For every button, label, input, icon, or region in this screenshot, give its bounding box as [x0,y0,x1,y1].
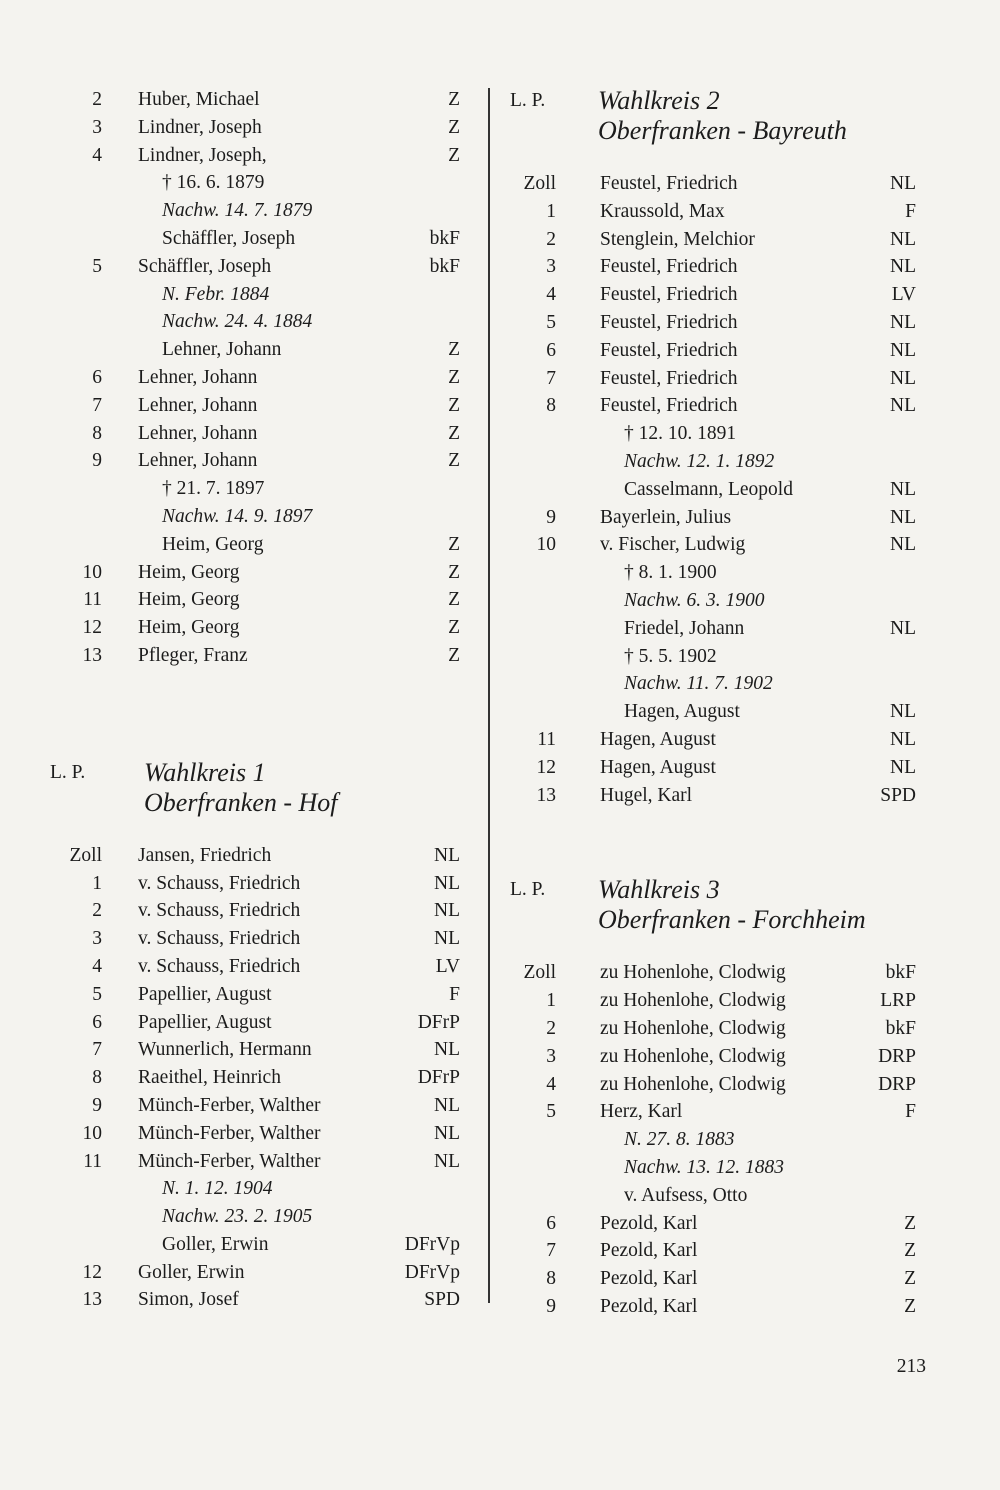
party-label: bkF [429,227,460,249]
party-label: Z [448,589,460,611]
period-number: 8 [92,422,102,444]
list-item [40,142,480,170]
party-label: NL [890,478,916,500]
wahlkreis-3-list [500,959,920,1320]
party-label: NL [434,1094,460,1116]
list-item [40,1064,480,1092]
member-name: Casselmann, Leopold [624,478,793,500]
period-number: 2 [546,228,556,250]
party-label: Z [448,561,460,583]
period-number: 4 [546,1073,556,1095]
member-name: zu Hohenlohe, Clodwig [600,962,786,984]
list-item [40,392,480,420]
list-item [500,698,920,726]
list-item [500,504,920,532]
party-label: NL [890,367,916,389]
list-item [500,1293,920,1321]
period-number: 3 [92,928,102,950]
list-item [500,1126,920,1154]
party-label: Z [904,1212,916,1234]
member-name: Herz, Karl [600,1101,683,1123]
member-name: Wunnerlich, Hermann [138,1039,312,1061]
period-number: 13 [82,1289,102,1311]
list-item [40,897,480,925]
right-column [500,86,920,1321]
member-name: † 8. 1. 1900 [624,562,717,584]
period-number: 9 [546,506,556,528]
member-name: Pfleger, Franz [138,644,248,666]
list-item [500,1182,920,1210]
wahlkreis-title: Wahlkreis 2 [598,86,720,115]
list-item [500,1043,920,1071]
list-item [500,392,920,420]
member-name: Raeithel, Heinrich [138,1067,281,1089]
period-number: 1 [546,990,556,1012]
party-label: DFrP [417,1011,460,1033]
list-item [500,309,920,337]
party-label: NL [890,173,916,194]
member-name: Hagen, August [624,701,740,723]
list-item [500,587,920,615]
period-number: 3 [546,256,556,278]
list-item [500,1098,920,1126]
wahlkreis-2-header [500,86,920,148]
period-number: 12 [536,756,556,778]
member-name: Hugel, Karl [600,784,693,806]
member-name: v. Schauss, Friedrich [138,928,301,950]
period-number: 3 [92,116,102,138]
member-name: Friedel, Johann [624,617,745,639]
list-item [40,1259,480,1287]
member-name: v. Aufsess, Otto [624,1184,748,1206]
party-label: bkF [429,255,460,277]
list-item [40,225,480,253]
period-number: 4 [92,955,102,977]
list-item [500,987,920,1015]
list-item [500,337,920,365]
party-label: SPD [880,784,916,806]
list-item [40,531,480,559]
list-item [40,614,480,642]
list-item [500,670,920,698]
member-name: † 16. 6. 1879 [162,172,265,194]
list-item [500,782,920,810]
list-item [40,1092,480,1120]
member-name: Münch-Ferber, Walther [138,1094,321,1116]
party-label: NL [890,617,916,639]
member-name: v. Schauss, Friedrich [138,900,301,922]
period-number: Zoll [523,962,556,984]
member-name: Jansen, Friedrich [138,844,272,866]
member-name: † 12. 10. 1891 [624,423,737,445]
member-name: † 21. 7. 1897 [162,478,265,500]
list-item [40,253,480,281]
party-label: Z [904,1295,916,1317]
list-item [40,114,480,142]
party-label: Z [904,1240,916,1262]
party-label: NL [434,844,460,866]
page-number: 213 [896,1356,926,1377]
list-item [500,281,920,309]
party-label: NL [434,872,460,894]
list-item [40,1009,480,1037]
party-label: SPD [424,1289,460,1311]
member-name: Nachw. 14. 9. 1897 [162,505,313,527]
member-name: Münch-Ferber, Walther [138,1150,321,1172]
period-number: 8 [92,1067,102,1089]
party-label: Z [448,144,460,166]
period-number: 5 [92,255,102,277]
period-number: 4 [546,284,556,306]
party-label: Z [448,533,460,555]
party-label: Z [448,89,460,110]
member-name: zu Hohenlohe, Clodwig [600,1017,786,1039]
list-item [500,170,920,198]
list-item [40,1203,480,1231]
member-name: Schäffler, Joseph [138,255,272,277]
member-name: Nachw. 11. 7. 1902 [624,673,773,695]
list-item [40,953,480,981]
period-number: Zoll [69,844,102,866]
period-number: 10 [82,561,102,583]
period-number: 1 [546,200,556,222]
party-label: Z [448,450,460,472]
member-name: v. Schauss, Friedrich [138,872,301,894]
member-name: Lehner, Johann [138,394,258,416]
member-name: Goller, Erwin [162,1233,269,1255]
list-item [40,559,480,587]
lp-label: L. P. [510,879,546,901]
list-item [40,169,480,197]
party-label: NL [890,339,916,361]
wahlkreis-1-list [40,842,480,1315]
left-column [40,86,480,1314]
list-item [40,586,480,614]
member-name: Feustel, Friedrich [600,367,738,389]
member-name: Heim, Georg [138,561,240,583]
list-item [500,726,920,754]
period-number: 2 [92,89,102,110]
party-label: F [449,983,460,1005]
period-number: 2 [546,1017,556,1039]
list-item [500,643,920,671]
left-continued-list [40,86,480,670]
list-item [40,1036,480,1064]
member-name: zu Hohenlohe, Clodwig [600,1073,786,1095]
wahlkreis-title: Wahlkreis 3 [598,875,720,905]
member-name: Nachw. 14. 7. 1879 [162,200,313,222]
period-number: Zoll [523,173,556,194]
member-name: Papellier, August [138,1011,272,1033]
period-number: 8 [546,1268,556,1290]
member-name: Pezold, Karl [600,1268,698,1290]
period-number: 9 [546,1295,556,1317]
list-item [40,1231,480,1259]
member-name: Pezold, Karl [600,1240,698,1262]
period-number: 7 [92,394,102,416]
list-item [40,1175,480,1203]
member-name: Feustel, Friedrich [600,395,738,417]
party-label: DRP [878,1073,916,1095]
list-item [500,615,920,643]
period-number: 7 [92,1039,102,1061]
member-name: Feustel, Friedrich [600,311,738,333]
list-item [40,420,480,448]
party-label: NL [890,506,916,528]
period-number: 11 [83,1150,102,1172]
member-name: Hagen, August [600,728,716,750]
member-name: Heim, Georg [162,533,264,555]
party-label: LRP [880,990,916,1012]
list-item [40,981,480,1009]
member-name: Hagen, August [600,756,716,778]
member-name: N. 1. 12. 1904 [162,1178,273,1200]
lp-label: L. P. [510,90,546,111]
wahlkreis-region: Oberfranken - Forchheim [598,905,866,935]
period-number: 4 [92,144,102,166]
list-item [40,1120,480,1148]
list-item [500,1015,920,1043]
period-number: 9 [92,450,102,472]
list-item [500,959,920,987]
party-label: DFrVp [404,1233,460,1255]
party-label: NL [890,728,916,750]
member-name: Stenglein, Melchior [600,228,755,250]
lp-label: L. P. [50,761,86,783]
list-item [40,308,480,336]
list-item [40,1148,480,1176]
member-name: Lehner, Johann [138,422,258,444]
list-item [40,364,480,392]
period-number: 11 [83,589,102,611]
member-name: Huber, Michael [138,89,260,110]
party-label: F [905,1101,916,1123]
period-number: 13 [536,784,556,806]
wahlkreis-2-list [500,170,920,809]
member-name: † 5. 5. 1902 [624,645,717,667]
period-number: 12 [82,617,102,639]
list-item [40,336,480,364]
list-item [500,1210,920,1238]
period-number: 6 [92,366,102,388]
member-name: Lehner, Johann [138,450,258,472]
list-item [500,1237,920,1265]
list-item [40,447,480,475]
period-number: 12 [82,1261,102,1283]
member-name: Feustel, Friedrich [600,256,738,278]
list-item [500,531,920,559]
party-label: bkF [885,962,916,984]
party-label: NL [434,1122,460,1144]
list-item [500,448,920,476]
list-item [40,870,480,898]
party-label: NL [890,228,916,250]
member-name: Lehner, Johann [138,366,258,388]
list-item [40,475,480,503]
member-name: Goller, Erwin [138,1261,245,1283]
period-number: 9 [92,1094,102,1116]
period-number: 6 [546,1212,556,1234]
list-item [40,642,480,670]
member-name: Pezold, Karl [600,1212,698,1234]
list-item [500,559,920,587]
party-label: Z [448,422,460,444]
list-item [40,842,480,870]
list-item [500,365,920,393]
member-name: Nachw. 23. 2. 1905 [162,1206,313,1228]
list-item [500,226,920,254]
period-number: 1 [92,872,102,894]
member-name: Simon, Josef [138,1289,239,1311]
period-number: 6 [546,339,556,361]
list-item [40,86,480,114]
wahlkreis-1-header [40,758,480,820]
party-label: Z [904,1268,916,1290]
list-item [40,1286,480,1314]
member-name: Feustel, Friedrich [600,173,738,194]
party-label: Z [448,339,460,361]
member-name: Lindner, Joseph [138,116,262,138]
wahlkreis-3-header [500,875,920,937]
member-name: zu Hohenlohe, Clodwig [600,1045,786,1067]
party-label: DRP [878,1045,916,1067]
period-number: 6 [92,1011,102,1033]
party-label: Z [448,617,460,639]
party-label: bkF [885,1017,916,1039]
party-label: LV [891,284,916,306]
list-item [40,281,480,309]
list-item [500,476,920,504]
party-label: NL [890,534,916,556]
period-number: 5 [92,983,102,1005]
party-label: F [905,200,916,222]
list-item [500,1154,920,1182]
member-name: Nachw. 13. 12. 1883 [624,1156,784,1178]
party-label: Z [448,366,460,388]
party-label: NL [890,311,916,333]
wahlkreis-region: Oberfranken - Bayreuth [598,116,847,145]
party-label: NL [890,395,916,417]
member-name: zu Hohenlohe, Clodwig [600,990,786,1012]
period-number: 10 [536,534,556,556]
party-label: NL [890,701,916,723]
list-item [500,420,920,448]
list-item [500,253,920,281]
member-name: Feustel, Friedrich [600,284,738,306]
party-label: Z [448,644,460,666]
member-name: Feustel, Friedrich [600,339,738,361]
party-label: NL [434,1150,460,1172]
period-number: 7 [546,367,556,389]
period-number: 5 [546,1101,556,1123]
member-name: Papellier, August [138,983,272,1005]
member-name: Schäffler, Joseph [162,227,296,249]
column-divider [488,88,490,1303]
party-label: DFrVp [404,1261,460,1283]
period-number: 10 [82,1122,102,1144]
list-item [500,754,920,782]
list-item [40,197,480,225]
member-name: Kraussold, Max [600,200,725,222]
list-item [40,503,480,531]
period-number: 8 [546,395,556,417]
party-label: LV [435,955,460,977]
member-name: Heim, Georg [138,589,240,611]
member-name: Lehner, Johann [162,339,282,361]
member-name: v. Fischer, Ludwig [600,534,746,556]
member-name: Nachw. 24. 4. 1884 [162,311,313,333]
period-number: 11 [537,728,556,750]
party-label: NL [890,256,916,278]
period-number: 3 [546,1045,556,1067]
list-item [40,925,480,953]
list-item [500,1071,920,1099]
member-name: N. Febr. 1884 [162,283,270,305]
party-label: NL [434,928,460,950]
wahlkreis-title: Wahlkreis 1 [144,757,266,787]
member-name: Bayerlein, Julius [600,506,732,528]
party-label: NL [434,1039,460,1061]
period-number: 13 [82,644,102,666]
period-number: 7 [546,1240,556,1262]
list-item [500,198,920,226]
period-number: 5 [546,311,556,333]
party-label: Z [448,116,460,138]
member-name: Münch-Ferber, Walther [138,1122,321,1144]
member-name: Lindner, Joseph, [138,144,267,166]
party-label: NL [434,900,460,922]
member-name: Pezold, Karl [600,1295,698,1317]
party-label: NL [890,756,916,778]
wahlkreis-region: Oberfranken - Hof [144,787,338,817]
period-number: 2 [92,900,102,922]
member-name: N. 27. 8. 1883 [624,1129,735,1151]
member-name: Nachw. 6. 3. 1900 [624,589,765,611]
list-item [500,1265,920,1293]
member-name: Nachw. 12. 1. 1892 [624,450,775,472]
member-name: Heim, Georg [138,617,240,639]
party-label: Z [448,394,460,416]
member-name: v. Schauss, Friedrich [138,955,301,977]
party-label: DFrP [417,1067,460,1089]
